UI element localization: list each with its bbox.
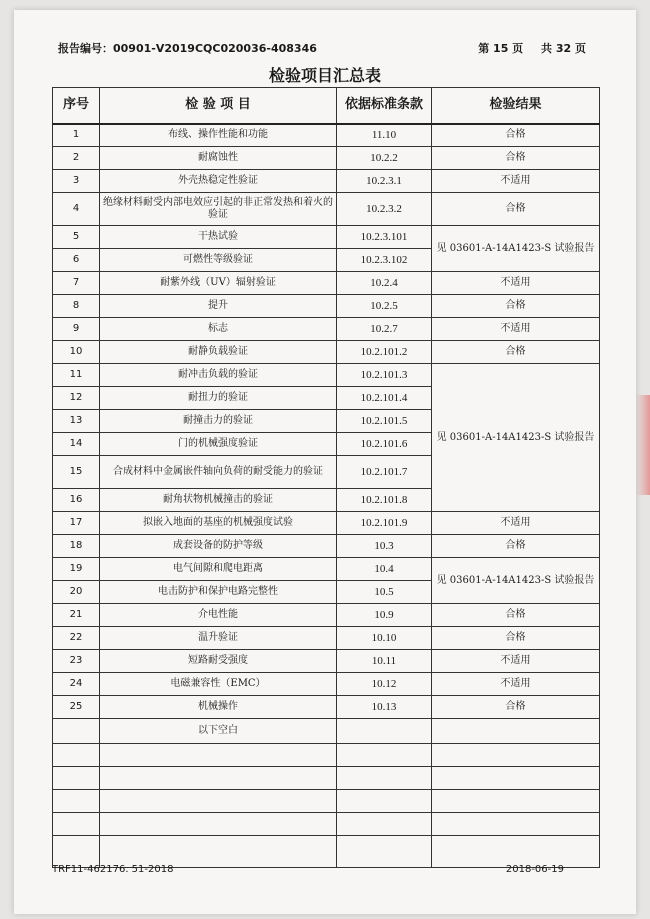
standard-clause: 10.2.101.4: [337, 387, 432, 410]
blank-cell: [432, 767, 600, 790]
table-row: [53, 193, 600, 226]
blank-cell: [100, 790, 337, 813]
inspection-item: 电磁兼容性（EMC）: [100, 673, 337, 696]
blank-row: [53, 790, 600, 813]
row-number: 24: [53, 673, 100, 696]
inspection-item: 机械操作: [100, 696, 337, 719]
row-number: 21: [53, 604, 100, 627]
standard-clause: 11.10: [337, 124, 432, 147]
standard-clause: 10.2.101.3: [337, 364, 432, 387]
inspection-item: 干热试验: [100, 226, 337, 249]
inspection-item: 拟嵌入地面的基座的机械强度试验: [100, 512, 337, 535]
table-row: [53, 627, 600, 650]
standard-clause: 10.2.101.9: [337, 512, 432, 535]
row-number: 3: [53, 170, 100, 193]
inspection-item: 温升验证: [100, 627, 337, 650]
blank-cell: [100, 813, 337, 836]
inspection-item: 短路耐受强度: [100, 650, 337, 673]
standard-clause: 10.2.7: [337, 318, 432, 341]
inspection-result: 见 03601-A-14A1423-S 试验报告: [432, 364, 600, 512]
standard-clause: 10.2.4: [337, 272, 432, 295]
standard-clause: 10.2.101.7: [337, 456, 432, 489]
page-title: 检验项目汇总表: [268, 66, 381, 85]
inspection-result: 合格: [432, 124, 600, 147]
row-number: 22: [53, 627, 100, 650]
inspection-result: 合格: [432, 295, 600, 318]
standard-clause: 10.13: [337, 696, 432, 719]
inspection-item: 耐冲击负载的验证: [100, 364, 337, 387]
inspection-item: 可燃性等级验证: [100, 249, 337, 272]
row-number: 2: [53, 147, 100, 170]
blank-row: [53, 744, 600, 767]
inspection-result: 不适用: [432, 170, 600, 193]
standard-clause: 10.2.3.101: [337, 226, 432, 249]
standard-clause: 10.11: [337, 650, 432, 673]
inspection-result: 不适用: [432, 512, 600, 535]
blank-cell: [432, 744, 600, 767]
inspection-item: 成套设备的防护等级: [100, 535, 337, 558]
blank-cell: [432, 790, 600, 813]
standard-clause: 10.2.101.8: [337, 489, 432, 512]
standard-clause: 10.2.3.102: [337, 249, 432, 272]
inspection-item: 布线、操作性能和功能: [100, 124, 337, 147]
row-number: 17: [53, 512, 100, 535]
red-seal-stamp: [636, 395, 650, 495]
blank-row: [53, 767, 600, 790]
table-row: [53, 696, 600, 719]
standard-clause: 10.10: [337, 627, 432, 650]
table-header-row: [53, 88, 600, 124]
inspection-item: 耐腐蚀性: [100, 147, 337, 170]
table-row: [53, 512, 600, 535]
blank-row: [53, 836, 600, 868]
standard-clause: 10.4: [337, 558, 432, 581]
row-number: 5: [53, 226, 100, 249]
inspection-summary-table: [52, 87, 600, 868]
page-header: [58, 40, 586, 56]
inspection-result: 合格: [432, 193, 600, 226]
table-row: [53, 535, 600, 558]
blank-row: [53, 813, 600, 836]
page-total: 共 32 页: [541, 42, 586, 55]
inspection-result: 合格: [432, 627, 600, 650]
inspection-item: 耐扭力的验证: [100, 387, 337, 410]
row-number: 4: [53, 193, 100, 226]
page-number: 第 15 页: [478, 42, 524, 55]
row-number: 10: [53, 341, 100, 364]
inspection-result: 不适用: [432, 318, 600, 341]
inspection-result: 不适用: [432, 650, 600, 673]
table-row: [53, 341, 600, 364]
inspection-item: 以下空白: [100, 719, 337, 744]
row-number: 23: [53, 650, 100, 673]
table-row: [53, 124, 600, 147]
blank-cell: [337, 744, 432, 767]
standard-clause: 10.12: [337, 673, 432, 696]
blank-cell: [53, 744, 100, 767]
inspection-item: 耐紫外线（UV）辐射验证: [100, 272, 337, 295]
blank-cell: [53, 767, 100, 790]
inspection-item: 标志: [100, 318, 337, 341]
standard-clause: 10.9: [337, 604, 432, 627]
table-row: [53, 604, 600, 627]
blank-cell: [432, 836, 600, 868]
standard-clause: 10.2.3.1: [337, 170, 432, 193]
inspection-item: 耐静负载验证: [100, 341, 337, 364]
header-item: 检 验 项 目: [100, 88, 337, 124]
standard-clause: 10.5: [337, 581, 432, 604]
header-result: 检验结果: [432, 88, 600, 124]
table-row: [53, 673, 600, 696]
table-row: [53, 650, 600, 673]
table-row: [53, 364, 600, 387]
row-number: 14: [53, 433, 100, 456]
inspection-item: 耐角状物机械撞击的验证: [100, 489, 337, 512]
table-row: [53, 719, 600, 744]
row-number: 6: [53, 249, 100, 272]
standard-clause: 10.2.101.6: [337, 433, 432, 456]
table-row: [53, 170, 600, 193]
form-date: 2018-06-19: [505, 864, 564, 875]
blank-cell: [53, 813, 100, 836]
standard-clause: 10.2.3.2: [337, 193, 432, 226]
blank-cell: [53, 790, 100, 813]
header-no: 序号: [53, 88, 100, 124]
table-row: [53, 147, 600, 170]
row-number: 12: [53, 387, 100, 410]
blank-cell: [337, 836, 432, 868]
row-number: 7: [53, 272, 100, 295]
blank-cell: [337, 767, 432, 790]
blank-cell: [53, 836, 100, 868]
inspection-result: 见 03601-A-14A1423-S 试验报告: [432, 558, 600, 604]
inspection-result: 合格: [432, 696, 600, 719]
standard-clause: 10.2.2: [337, 147, 432, 170]
inspection-result: 合格: [432, 341, 600, 364]
blank-cell: [100, 767, 337, 790]
form-code: TRF11-462176. 51-2018: [52, 864, 174, 875]
inspection-result: 不适用: [432, 673, 600, 696]
standard-clause: 10.2.5: [337, 295, 432, 318]
table-row: [53, 272, 600, 295]
blank-cell: [337, 790, 432, 813]
inspection-item: 耐撞击力的验证: [100, 410, 337, 433]
row-number: 18: [53, 535, 100, 558]
row-number: 9: [53, 318, 100, 341]
inspection-item: 提升: [100, 295, 337, 318]
row-number: 8: [53, 295, 100, 318]
table-row: [53, 226, 600, 249]
inspection-result: 合格: [432, 535, 600, 558]
blank-cell: [100, 836, 337, 868]
row-number: 1: [53, 124, 100, 147]
report-number: 报告编号：00901-V2019CQC020036-408346: [58, 42, 317, 55]
inspection-item: 电气间隙和爬电距离: [100, 558, 337, 581]
inspection-item: 合成材料中金属嵌件轴向负荷的耐受能力的验证: [100, 456, 337, 489]
row-number: 19: [53, 558, 100, 581]
table-row: [53, 318, 600, 341]
inspection-item: 绝缘材料耐受内部电效应引起的非正常发热和着火的验证: [100, 193, 337, 226]
blank-cell: [100, 744, 337, 767]
standard-clause: [337, 719, 432, 744]
standard-clause: 10.2.101.2: [337, 341, 432, 364]
inspection-result: [432, 719, 600, 744]
standard-clause: 10.2.101.5: [337, 410, 432, 433]
table-row: [53, 295, 600, 318]
row-number: 11: [53, 364, 100, 387]
inspection-result: 不适用: [432, 272, 600, 295]
inspection-result: 见 03601-A-14A1423-S 试验报告: [432, 226, 600, 272]
header-clause: 依据标准条款: [337, 88, 432, 124]
blank-cell: [432, 813, 600, 836]
row-number: 20: [53, 581, 100, 604]
row-number: 25: [53, 696, 100, 719]
table-row: [53, 558, 600, 581]
inspection-result: 合格: [432, 604, 600, 627]
row-number: 15: [53, 456, 100, 489]
inspection-item: 外壳热稳定性验证: [100, 170, 337, 193]
row-number: [53, 719, 100, 744]
blank-cell: [337, 813, 432, 836]
inspection-item: 门的机械强度验证: [100, 433, 337, 456]
inspection-item: 电击防护和保护电路完整性: [100, 581, 337, 604]
inspection-result: 合格: [432, 147, 600, 170]
row-number: 16: [53, 489, 100, 512]
row-number: 13: [53, 410, 100, 433]
inspection-item: 介电性能: [100, 604, 337, 627]
standard-clause: 10.3: [337, 535, 432, 558]
